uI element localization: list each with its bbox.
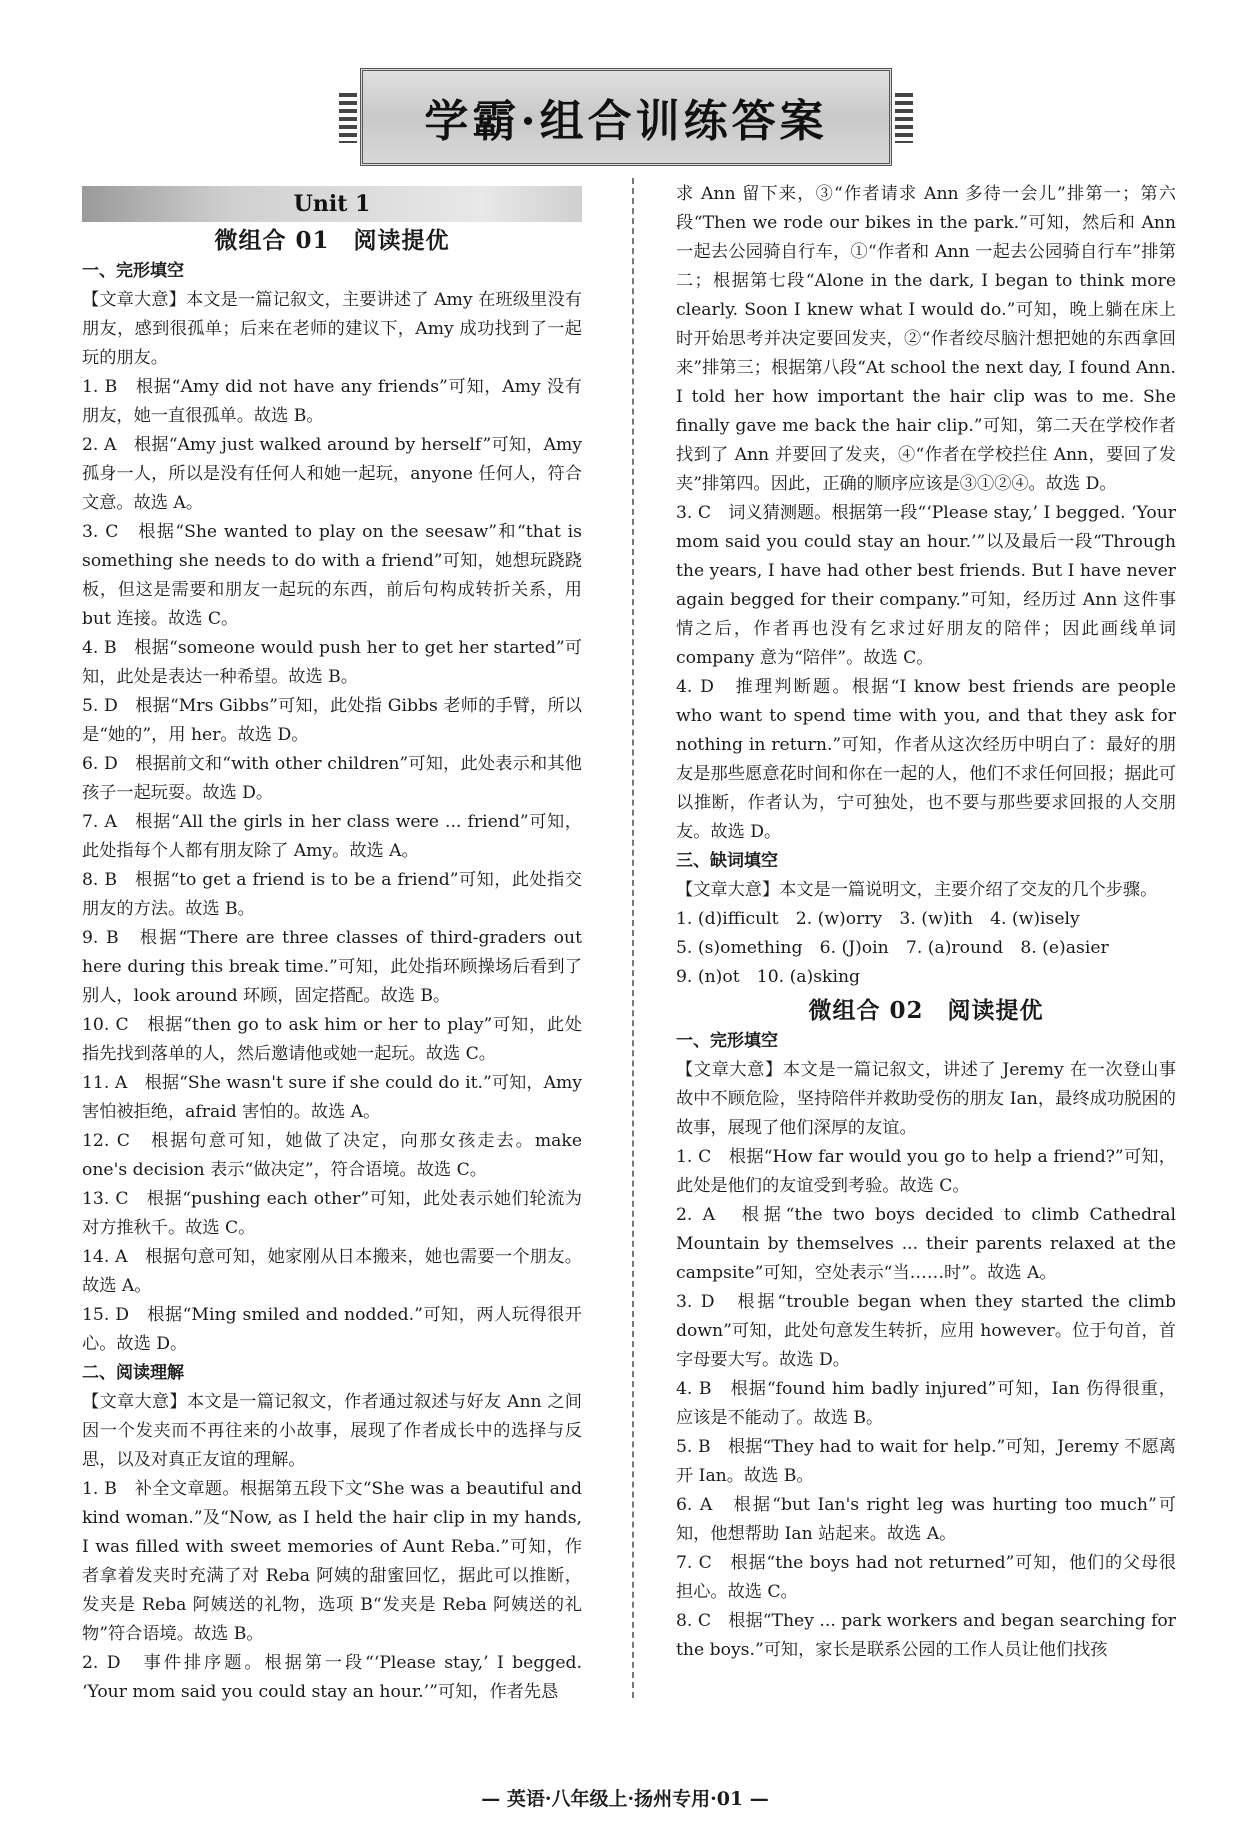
section-cloze2-title: 一、完形填空: [676, 1031, 778, 1051]
column-divider: [632, 178, 634, 1698]
section-reading-title: 二、阅读理解: [82, 1363, 184, 1383]
answer-item: 4. B 根据“found him badly injured”可知，Ian 伤得很重，应该是不能动了。故选 B。: [676, 1379, 1176, 1428]
answer-item: 2. D 事件排序题。根据第一段“‘Please stay,’ I begged. ‘Your mom said you could stay an hour.’”可知，作者先恳: [82, 1653, 582, 1702]
cloze2-summary: 【文章大意】本文是一篇记叙文，讲述了 Jeremy 在一次登山事故中不顾危险，坚持陪伴并救助受伤的朋友 Ian，最终成功脱困的故事，展现了他们深厚的友谊。: [676, 1060, 1176, 1138]
answer-item: 9. B 根据“There are three classes of third-graders out here during this break time.”可知，此处指环顾操场后看到了别人，look around 环顾，固定搭配。故选 B。: [82, 928, 582, 1006]
fill-answers-line: 5. (s)omething 6. (J)oin 7. (a)round 8. (e)asier: [676, 938, 1109, 958]
right-column: [676, 180, 1176, 1665]
answer-item: 11. A 根据“She wasn't sure if she could do it.”可知，Amy 害怕被拒绝，afraid 害怕的。故选 A。: [82, 1073, 582, 1122]
answer-item: 1. B 补全文章题。根据第五段下文“She was a beautiful and kind woman.”及“Now, as I held the hair clip in my hands, I was filled with sweet memories of Aunt Reba.”可知，作者拿着发夹时充满了对 Reba 阿姨的甜蜜回忆，据此可以推断，发夹是 Reba 阿姨送的礼物，选项 B“发夹是 Reba 阿姨送的礼物”符合语境。故选 B。: [82, 1479, 582, 1644]
answer-item: 1. C 根据“How far would you go to help a friend?”可知，此处是他们的友谊受到考验。故选 C。: [676, 1147, 1176, 1196]
answer-item: 5. B 根据“They had to wait for help.”可知，Jeremy 不愿离开 Ian。故选 B。: [676, 1437, 1176, 1486]
answer-item: 6. D 根据前文和“with other children”可知，此处表示和其他孩子一起玩耍。故选 D。: [82, 754, 582, 803]
answer-item: 3. C 词义猜测题。根据第一段“‘Please stay,’ I begged. ‘Your mom said you could stay an hour.’”以及最后一段“Through the years, I have had other best friends. But I have never again begged for their company.”可知，经历过 Ann 这件事情之后，作者再也没有乞求过好朋友的陪伴；因此画线单词 company 意为“陪伴”。故选 C。: [676, 503, 1176, 668]
answer-item: 2. A 根据“Amy just walked around by herself”可知，Amy 孤身一人，所以是没有任何人和她一起玩，anyone 任何人，符合文意。故选 A。: [82, 435, 582, 513]
answer-item: 13. C 根据“pushing each other”可知，此处表示她们轮流为对方推秋千。故选 C。: [82, 1189, 582, 1238]
answer-item: 7. A 根据“All the girls in her class were ... friend”可知，此处指每个人都有朋友除了 Amy。故选 A。: [82, 812, 582, 861]
answer-item: 7. C 根据“the boys had not returned”可知，他们的父母很担心。故选 C。: [676, 1553, 1176, 1602]
combo01-title: 微组合 01 阅读提优: [214, 227, 450, 254]
answer-item: 4. B 根据“someone would push her to get her started”可知，此处是表达一种希望。故选 B。: [82, 638, 582, 687]
answer-item: 10. C 根据“then go to ask him or her to play”可知，此处指先找到落单的人，然后邀请他或她一起玩。故选 C。: [82, 1015, 582, 1064]
page-title: 学霸·组合训练答案: [424, 96, 828, 147]
reading-summary: 【文章大意】本文是一篇记叙文，作者通过叙述与好友 Ann 之间因一个发夹而不再往来的小故事，展现了作者成长中的选择与反思，以及对真正友谊的理解。: [82, 1392, 582, 1470]
cloze-summary: 【文章大意】本文是一篇记叙文，主要讲述了 Amy 在班级里没有朋友，感到很孤单；后来在老师的建议下，Amy 成功找到了一起玩的朋友。: [82, 290, 582, 368]
unit-title: Unit 1: [82, 186, 582, 222]
answer-item: 2. A 根据“the two boys decided to climb Cathedral Mountain by themselves ... their parents relaxed at the campsite”可知，空处表示“当……时”。故选 A。: [676, 1205, 1176, 1283]
answer-item: 1. B 根据“Amy did not have any friends”可知，Amy 没有朋友，她一直很孤单。故选 B。: [82, 377, 582, 426]
section-cloze-title: 一、完形填空: [82, 261, 184, 281]
answer-item: 8. C 根据“They ... park workers and began searching for the boys.”可知，家长是联系公园的工作人员让他们找孩: [676, 1611, 1176, 1660]
page-banner: [360, 68, 892, 166]
answer-item: 8. B 根据“to get a friend is to be a friend”可知，此处指交朋友的方法。故选 B。: [82, 870, 582, 919]
section-fill-title: 三、缺词填空: [676, 851, 778, 871]
answer-item: 3. D 根据“trouble began when they started the climb down”可知，此处句意发生转折，应用 however。位于句首，首字母要大写。故选 D。: [676, 1292, 1176, 1370]
fill-answers-line: 1. (d)ifficult 2. (w)orry 3. (w)ith 4. (w)isely: [676, 909, 1080, 929]
answer-item: 15. D 根据“Ming smiled and nodded.”可知，两人玩得很开心。故选 D。: [82, 1305, 582, 1354]
answer-item: 12. C 根据句意可知，她做了决定，向那女孩走去。make one's decision 表示“做决定”，符合语境。故选 C。: [82, 1131, 582, 1180]
combo02-title: 微组合 02 阅读提优: [808, 997, 1044, 1024]
answer-item: 5. D 根据“Mrs Gibbs”可知，此处指 Gibbs 老师的手臂，所以是“她的”，用 her。故选 D。: [82, 696, 582, 745]
left-column: [82, 180, 582, 1707]
fill-answers-line: 9. (n)ot 10. (a)sking: [676, 967, 861, 987]
answer-item: 4. D 推理判断题。根据“I know best friends are people who want to spend time with you, and that they ask for nothing in return.”可知，作者从这次经历中明白了：最好的朋友是那些愿意花时间和你在一起的人，他们不求任何回报；据此可以推断，作者认为，宁可独处，也不要与那些要求回报的人交朋友。故选 D。: [676, 677, 1176, 842]
answer-item: 14. A 根据句意可知，她家刚从日本搬来，她也需要一个朋友。故选 A。: [82, 1247, 582, 1296]
fill-summary: 【文章大意】本文是一篇说明文，主要介绍了交友的几个步骤。: [676, 880, 1158, 900]
answer-item: 3. C 根据“She wanted to play on the seesaw”和“that is something she needs to do with a friend”可知，她想玩跷跷板，但这是需要和朋友一起玩的东西，前后句构成转折关系，用 but 连接。故选 C。: [82, 522, 582, 629]
page-footer: — 英语·八年级上·扬州专用·01 —: [481, 1788, 769, 1810]
answer-item: 6. A 根据“but Ian's right leg was hurting too much”可知，他想帮助 Ian 站起来。故选 A。: [676, 1495, 1176, 1544]
continued-answer: 求 Ann 留下来，③“作者请求 Ann 多待一会儿”排第一；第六段“Then we rode our bikes in the park.”可知，然后和 Ann 一起去公园骑自行车，①“作者和 Ann 一起去公园骑自行车”排第二；根据第七段“Alone in the dark, I began to think more clearly. Soon I knew what I would do.”可知，晚上躺在床上时开始思考并决定要回发夹，②“作者绞尽脑汁想把她的东西拿回来”排第三；根据第八段“At school the next day, I found Ann. I told her how important the hair clip was to me. She finally gave me back the hair clip.”可知，第二天在学校作者找到了 Ann 并要回了发夹，④“作者在学校拦住 Ann，要回了发夹”排第四。因此，正确的顺序应该是③①②④。故选 D。: [676, 184, 1176, 494]
